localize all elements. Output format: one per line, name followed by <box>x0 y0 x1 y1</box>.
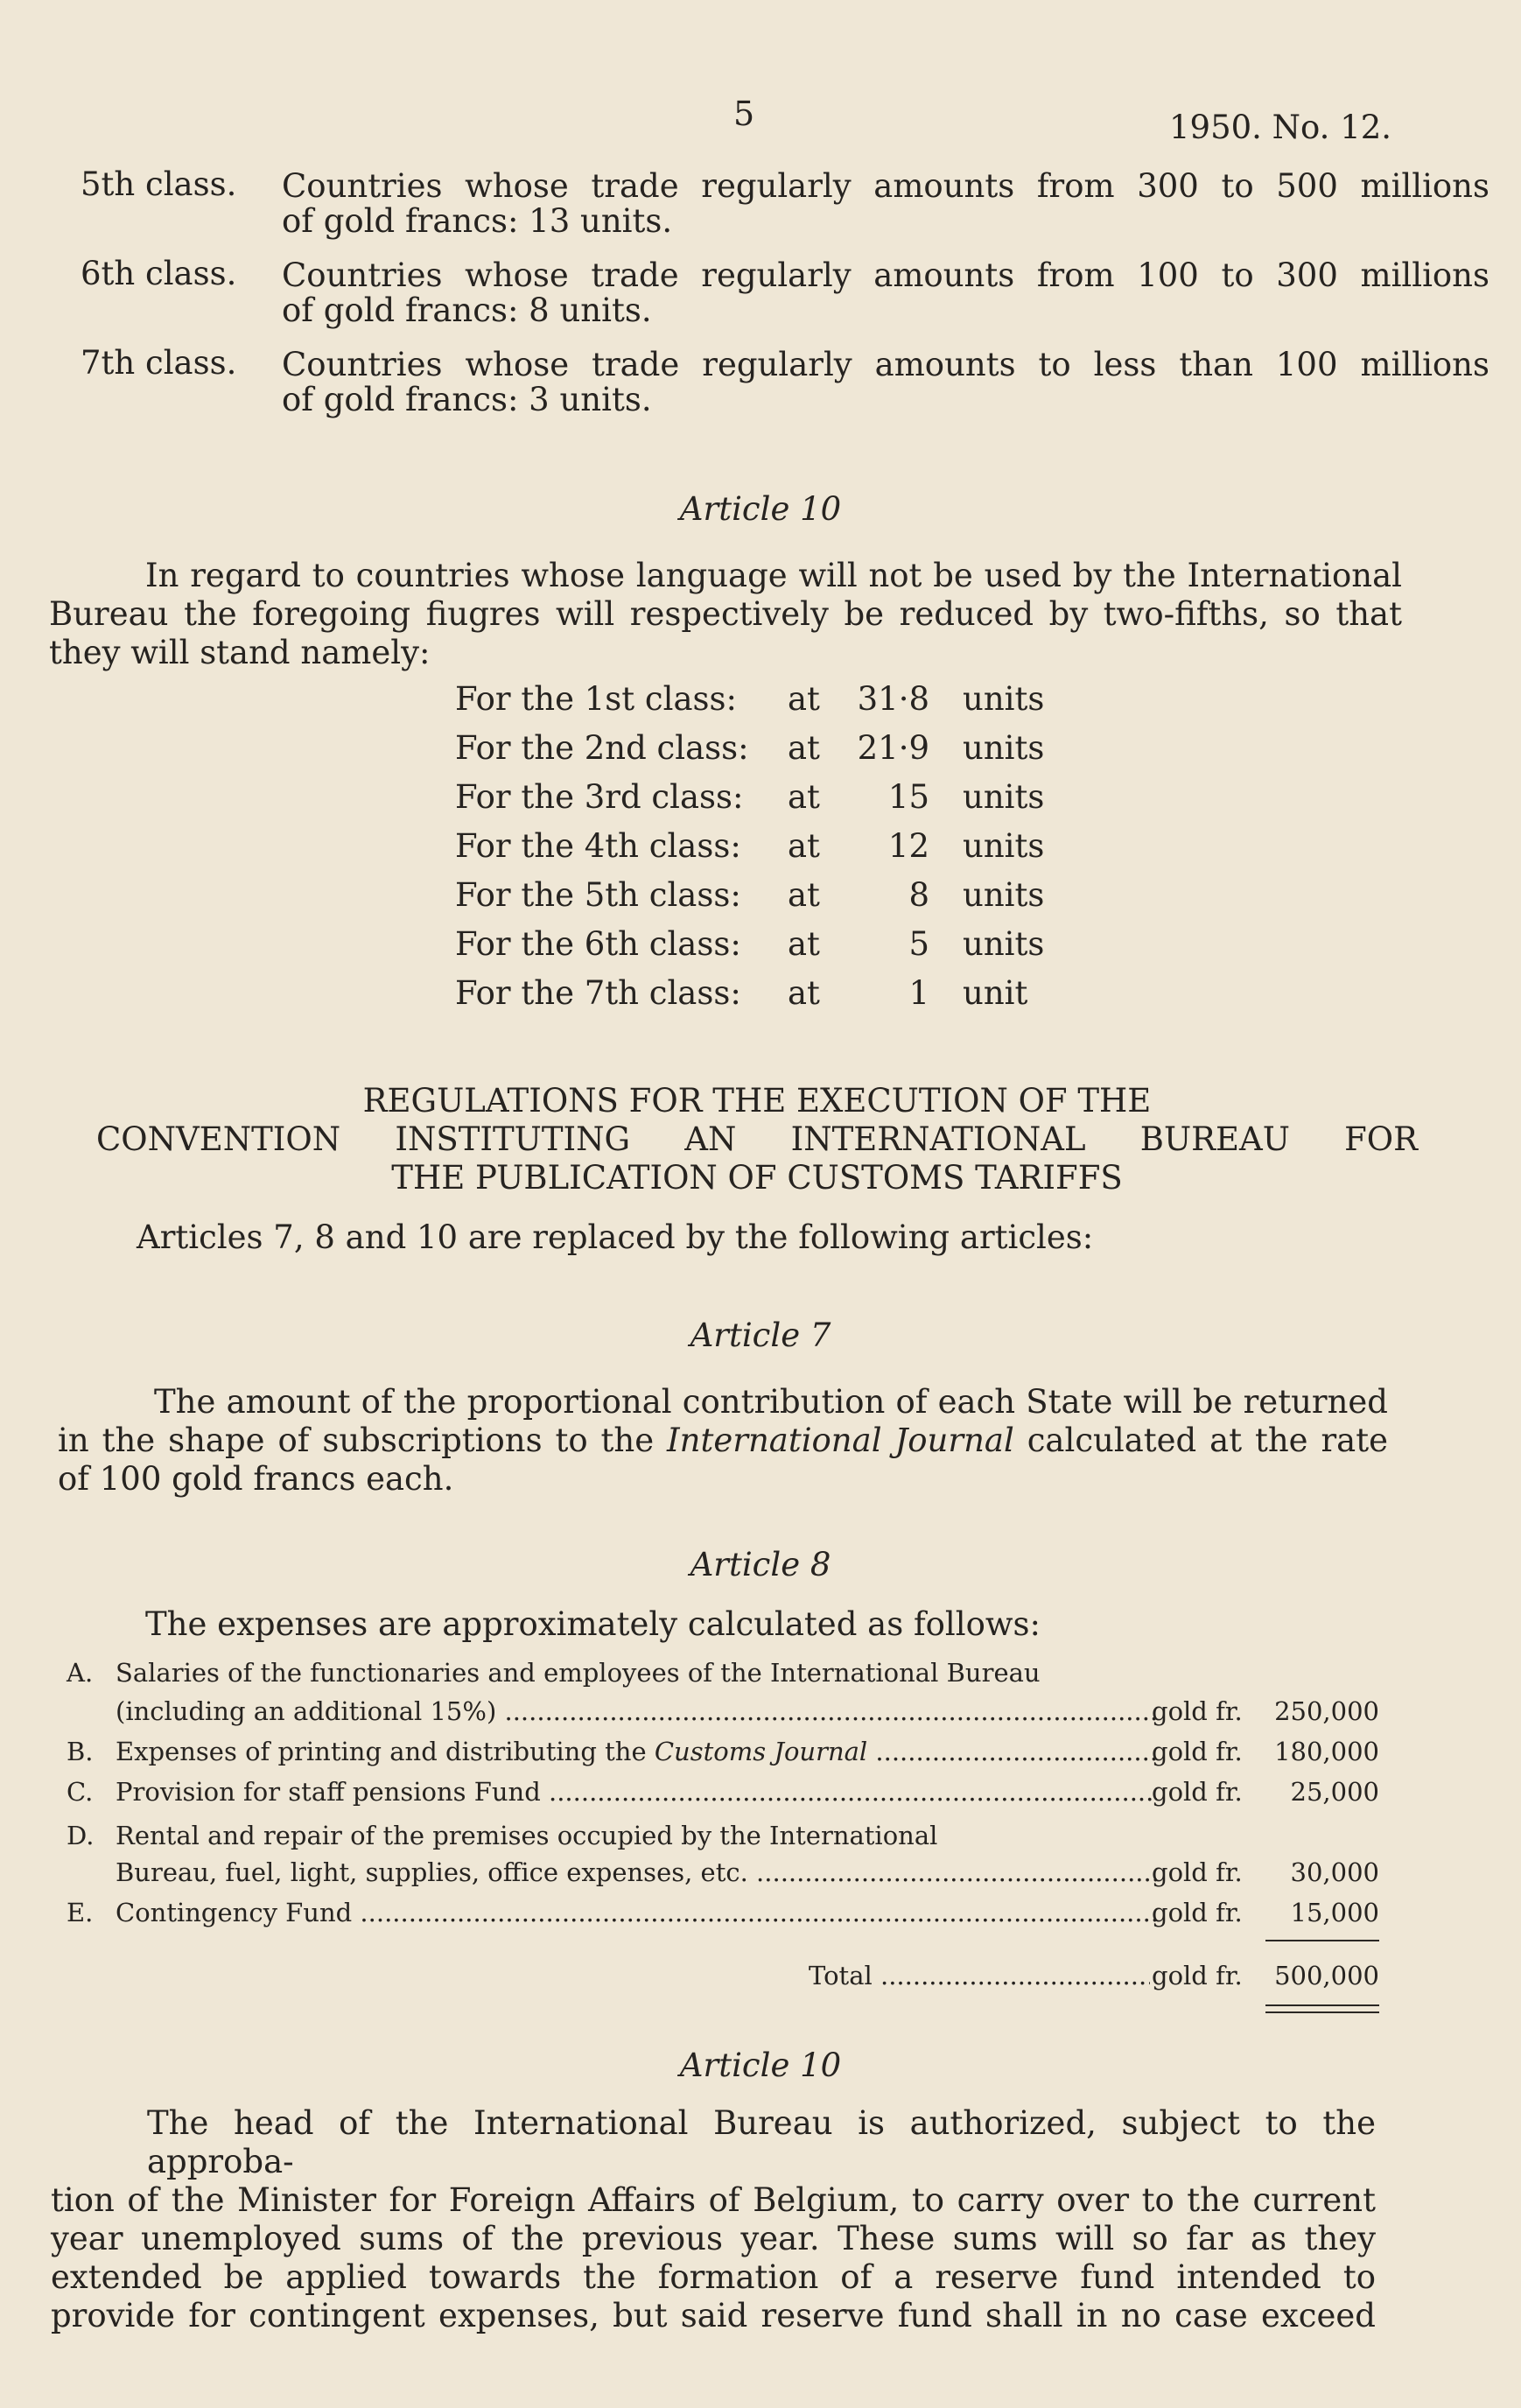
class-label: 6th class. <box>81 255 237 292</box>
figure-unit: units <box>963 924 1045 963</box>
article-8-heading: Article 8 <box>690 1546 831 1583</box>
figure-at: at <box>788 777 820 816</box>
journal-title: International Journal <box>667 1422 1014 1459</box>
expense-description: Rental and repair of the premises occupied by the International <box>116 1821 938 1850</box>
expense-amount: 30,000 <box>1290 1857 1379 1887</box>
paragraph-line: provide for contingent expenses, but said reserve fund shall in no case exceed <box>51 2297 1376 2334</box>
expense-currency: gold fr. <box>1152 1898 1243 1927</box>
expense-description: Provision for staff pensions Fund ..... <box>116 1777 1157 1807</box>
figure-row <box>455 919 1044 968</box>
figure-class-label: For the 7th class: <box>455 973 741 1012</box>
expense-currency: gold fr. <box>1152 1777 1243 1807</box>
figure-class-label: For the 4th class: <box>455 826 741 865</box>
expense-row-c <box>67 1777 1379 1812</box>
class-text-line: Countries whose trade regularly amounts from 300 to 500 millions <box>282 167 1489 205</box>
figure-value: 8 <box>908 875 929 914</box>
regulations-title <box>96 1082 1418 1197</box>
expense-description: (including an additional 15%) ..... <box>116 1696 1157 1726</box>
paragraph-line: they will stand namely: <box>49 634 431 671</box>
regulations-intro: Articles 7, 8 and 10 are replaced by the following articles: <box>137 1218 1094 1256</box>
document-reference: 1950. No. 12. <box>1169 109 1392 146</box>
expense-row-e <box>67 1898 1379 1933</box>
expense-letter: B. <box>67 1737 94 1766</box>
expense-amount: 180,000 <box>1274 1737 1379 1766</box>
expense-currency: gold fr. <box>1152 1696 1243 1726</box>
subtotal-rule <box>1265 1940 1379 1941</box>
expense-row-d <box>67 1821 1379 1856</box>
title-line: REGULATIONS FOR THE EXECUTION OF THE <box>362 1082 1152 1120</box>
expense-description: Salaries of the functionaries and employees of the International Bureau <box>116 1658 1041 1688</box>
article-10-regulations-paragraph <box>51 2104 1376 2335</box>
expense-row-a-cont <box>67 1696 1379 1731</box>
figure-at: at <box>788 973 820 1012</box>
total-rule-upper <box>1265 2004 1379 2006</box>
class-text-line: of gold francs: 3 units. <box>282 381 652 418</box>
article-7-paragraph <box>58 1383 1388 1499</box>
reduced-figures-table <box>455 674 1044 1017</box>
figure-row <box>455 968 1044 1017</box>
total-amount: 500,000 <box>1274 1961 1379 1990</box>
expense-currency: gold fr. <box>1152 1737 1243 1766</box>
figure-class-label: For the 6th class: <box>455 924 741 963</box>
figure-class-label: For the 1st class: <box>455 679 737 718</box>
paragraph-line: The head of the International Bureau is authorized, subject to the approba- <box>147 2104 1376 2180</box>
figure-unit: units <box>963 777 1045 816</box>
figure-at: at <box>788 826 820 865</box>
expense-amount: 250,000 <box>1274 1696 1379 1726</box>
figure-at: at <box>788 875 820 914</box>
class-text-line: Countries whose trade regularly amounts to less than 100 millions <box>282 346 1489 383</box>
expense-amount: 15,000 <box>1290 1898 1379 1927</box>
figure-class-label: For the 2nd class: <box>455 728 749 767</box>
figure-class-label: For the 3rd class: <box>455 777 744 816</box>
expense-letter: E. <box>67 1898 94 1927</box>
figure-row <box>455 723 1044 772</box>
figure-value: 12 <box>887 826 929 865</box>
figure-value: 31·8 <box>857 679 929 718</box>
expense-description: Expenses of printing and distributing the Customs Journal ..... <box>116 1737 1157 1766</box>
figure-unit: units <box>963 826 1045 865</box>
figure-unit: units <box>963 875 1045 914</box>
class-label: 5th class. <box>81 165 237 203</box>
figure-value: 5 <box>908 924 929 963</box>
title-line: CONVENTION INSTITUTING AN INTERNATIONAL BUREAU FOR <box>96 1120 1418 1158</box>
figure-row <box>455 821 1044 870</box>
paragraph-line: of 100 gold francs each. <box>58 1460 454 1498</box>
class-label: 7th class. <box>81 344 237 382</box>
expense-row-b <box>67 1737 1379 1772</box>
article-10-paragraph <box>49 557 1402 672</box>
article-7-heading: Article 7 <box>690 1316 831 1354</box>
article-10-heading: Article 10 <box>679 490 842 528</box>
expense-letter: D. <box>67 1821 95 1850</box>
expense-amount: 25,000 <box>1290 1777 1379 1807</box>
expense-total-row <box>67 1961 1379 1996</box>
expense-letter: C. <box>67 1777 94 1807</box>
expense-description: Contingency Fund ..... <box>116 1898 1157 1927</box>
article-8-intro: The expenses are approximately calculated as follows: <box>145 1605 1041 1643</box>
figure-at: at <box>788 924 820 963</box>
title-line: THE PUBLICATION OF CUSTOMS TARIFFS <box>391 1159 1123 1197</box>
paragraph-line: The amount of the proportional contribution of each State will be returned <box>154 1383 1388 1421</box>
figure-value: 1 <box>908 973 929 1012</box>
figure-value: 21·9 <box>857 728 929 767</box>
figure-row <box>455 870 1044 919</box>
figure-unit: unit <box>963 973 1028 1012</box>
paragraph-line: in the shape of subscriptions to the International Journal calculated at the rate <box>58 1422 1388 1459</box>
class-text-line: of gold francs: 8 units. <box>282 291 652 329</box>
class-text-line: of gold francs: 13 units. <box>282 202 673 240</box>
paragraph-line: year unemployed sums of the previous year. These sums will so far as they <box>51 2220 1376 2257</box>
page-number: 5 <box>733 95 755 133</box>
expense-row-d-cont <box>67 1857 1379 1892</box>
article-10-regulations-heading: Article 10 <box>679 2046 842 2084</box>
figure-class-label: For the 5th class: <box>455 875 741 914</box>
expense-currency: gold fr. <box>1152 1857 1243 1887</box>
expense-row-a <box>67 1658 1379 1693</box>
figure-unit: units <box>963 728 1045 767</box>
journal-title: Customs Journal <box>654 1737 868 1766</box>
figure-row <box>455 674 1044 723</box>
figure-value: 15 <box>887 777 929 816</box>
figure-at: at <box>788 679 820 718</box>
total-label: Total ..... <box>809 1961 1150 1990</box>
class-text-line: Countries whose trade regularly amounts from 100 to 300 millions <box>282 256 1489 294</box>
total-rule-lower <box>1265 2011 1379 2013</box>
expense-letter: A. <box>67 1658 94 1688</box>
total-currency: gold fr. <box>1152 1961 1243 1990</box>
figure-unit: units <box>963 679 1045 718</box>
paragraph-line: extended be applied towards the formation of a reserve fund intended to <box>51 2258 1376 2296</box>
paragraph-line: In regard to countries whose language will not be used by the International <box>145 557 1402 594</box>
paragraph-line: Bureau the foregoing fiugres will respectively be reduced by two-fifths, so that <box>49 595 1402 633</box>
expense-description: Bureau, fuel, light, supplies, office expenses, etc. ..... <box>116 1857 1157 1887</box>
figure-at: at <box>788 728 820 767</box>
figure-row <box>455 772 1044 821</box>
paragraph-line: tion of the Minister for Foreign Affairs of Belgium, to carry over to the current <box>51 2181 1376 2219</box>
